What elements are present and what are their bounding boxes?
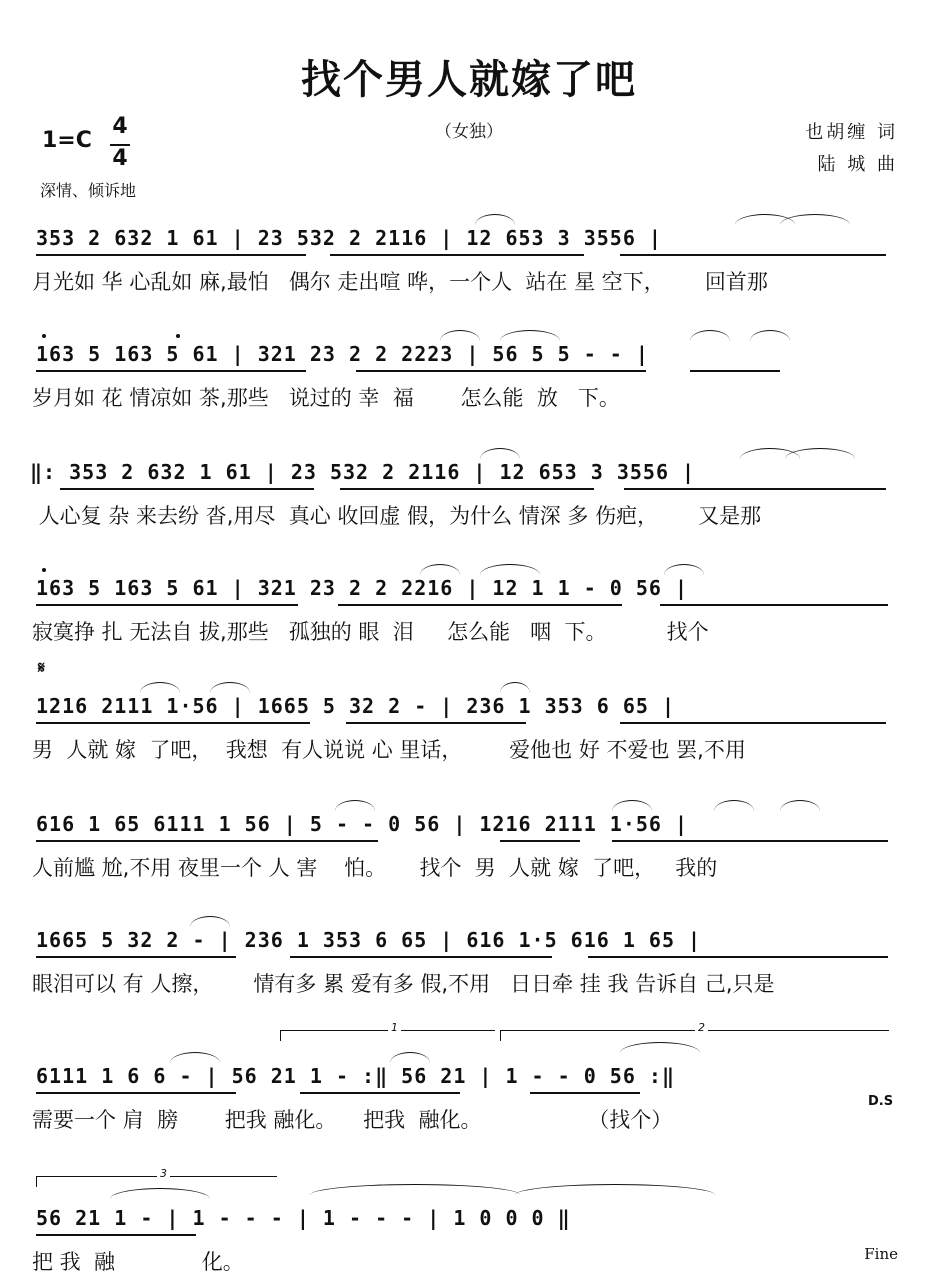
- notation-line: 6111 1 6 6 - | 56 21 1 - :‖ 56 21 | 1 - - 0 56 :‖: [36, 1064, 676, 1088]
- beam-underline: [588, 956, 888, 958]
- notation-line: 56 21 1 - | 1 - - - | 1 - - - | 1 0 0 0 ‖: [36, 1206, 571, 1230]
- expression-mark: 深情、倾诉地: [40, 181, 137, 200]
- tie-arc: [190, 916, 230, 927]
- beam-underline: [620, 722, 886, 724]
- tie-arc: [780, 800, 820, 811]
- beam-underline: [624, 488, 886, 490]
- beam-underline: [660, 604, 888, 606]
- volta-bracket-2: 2: [500, 1030, 889, 1041]
- notation-line: 163 5 163 5 61 | 321 23 2 2 2216 | 12 1 1 - 0 56 |: [36, 576, 689, 600]
- lyric-line: 男 人就 嫁 了吧， 我想 有人说说 心 里话， 爱他也 好 不爱也 罢,不用: [32, 738, 746, 762]
- notation-line: 353 2 632 1 61 | 23 532 2 2116 | 12 653 3 3556 |: [36, 226, 662, 250]
- lyric-line: 寂寞挣 扎 无法自 拔,那些 孤独的 眼 泪 怎么能 咽 下。 找个: [32, 620, 709, 644]
- time-signature-top: 4: [112, 114, 128, 139]
- beam-underline: [36, 722, 310, 724]
- tie-arc: [440, 330, 480, 341]
- lyric-line: 需要一个 肩 膀 把我 融化。 把我 融化。 （找个）: [32, 1108, 673, 1132]
- lyric-line: 人前尴 尬,不用 夜里一个 人 害 怕。 找个 男 人就 嫁 了吧， 我的: [32, 856, 718, 880]
- tie-arc: [335, 800, 375, 811]
- beam-underline: [346, 722, 526, 724]
- beam-underline: [330, 254, 584, 256]
- composer-credit: 陆 城 曲: [817, 154, 898, 175]
- beam-underline: [36, 840, 378, 842]
- beam-underline: [290, 956, 552, 958]
- segno-sign: 𝄋: [38, 658, 45, 677]
- tie-arc: [612, 800, 652, 811]
- beam-underline: [356, 370, 646, 372]
- song-title: 找个男人就嫁了吧: [301, 57, 637, 103]
- lyric-line: 人心复 杂 来去纷 沓,用尽 真心 收回虚 假，为什么 情深 多 伤疤， 又是那: [32, 504, 762, 528]
- tie-arc: [480, 448, 520, 459]
- performance-note: （女独）: [435, 122, 503, 142]
- tie-arc: [500, 330, 560, 341]
- tie-arc: [170, 1052, 220, 1063]
- octave-dot: [42, 334, 46, 338]
- tie-arc: [750, 330, 790, 341]
- octave-dot: [176, 334, 180, 338]
- beam-underline: [338, 604, 622, 606]
- beam-underline: [300, 1092, 460, 1094]
- tie-arc: [310, 1184, 520, 1195]
- tie-arc: [620, 1042, 700, 1053]
- beam-underline: [612, 840, 888, 842]
- tie-arc: [420, 564, 460, 575]
- time-signature-bottom: 4: [112, 146, 128, 171]
- notation-line: 616 1 65 6111 1 56 | 5 - - 0 56 | 1216 2111 1·56 |: [36, 812, 689, 836]
- notation-line: 163 5 163 5 61 | 321 23 2 2 2223 | 56 5 5 - - |: [36, 342, 649, 366]
- beam-underline: [36, 254, 306, 256]
- tie-arc: [390, 1052, 430, 1063]
- beam-underline: [36, 370, 306, 372]
- key-signature: 1=C: [42, 128, 92, 153]
- tie-arc: [690, 330, 730, 341]
- lyric-line: 眼泪可以 有 人擦， 情有多 累 爱有多 假,不用 日日牵 挂 我 告诉自 己,只是: [32, 972, 775, 996]
- volta-bracket-1: 1: [280, 1030, 495, 1041]
- notation-line: ‖: 353 2 632 1 61 | 23 532 2 2116 | 12 653 3 3556 |: [30, 460, 696, 484]
- beam-underline: [620, 254, 886, 256]
- beam-underline: [36, 604, 298, 606]
- beam-underline: [340, 488, 594, 490]
- dal-segno-mark: D.S: [868, 1094, 894, 1109]
- octave-dot: [42, 568, 46, 572]
- beam-underline: [530, 1092, 640, 1094]
- tie-arc: [480, 564, 540, 575]
- tie-arc: [140, 682, 180, 693]
- beam-underline: [60, 488, 314, 490]
- tie-arc: [714, 800, 754, 811]
- beam-underline: [36, 1092, 236, 1094]
- notation-line: 1216 2111 1·56 | 1665 5 32 2 - | 236 1 353 6 65 |: [36, 694, 676, 718]
- fine-mark: Fine: [864, 1245, 898, 1263]
- lyric-line: 岁月如 花 情凉如 茶,那些 说过的 幸 福 怎么能 放 下。: [32, 386, 620, 410]
- lyricist-credit: 也胡缠 词: [805, 122, 898, 143]
- tie-arc: [110, 1188, 210, 1199]
- tie-arc: [475, 214, 515, 225]
- lyric-line: 月光如 华 心乱如 麻,最怕 偶尔 走出喧 哗，一个人 站在 星 空下， 回首那: [32, 270, 768, 294]
- tie-arc: [664, 564, 704, 575]
- beam-underline: [36, 1234, 196, 1236]
- tie-arc: [780, 214, 850, 225]
- beam-underline: [500, 840, 580, 842]
- notation-line: 1665 5 32 2 - | 236 1 353 6 65 | 616 1·5 616 1 65 |: [36, 928, 702, 952]
- beam-underline: [690, 370, 780, 372]
- beam-underline: [36, 956, 236, 958]
- tie-arc: [500, 682, 530, 693]
- volta-bracket-3: 3: [36, 1176, 277, 1187]
- tie-arc: [515, 1184, 715, 1195]
- tie-arc: [785, 448, 855, 459]
- lyric-line: 把 我 融 化。: [32, 1250, 244, 1274]
- tie-arc: [210, 682, 250, 693]
